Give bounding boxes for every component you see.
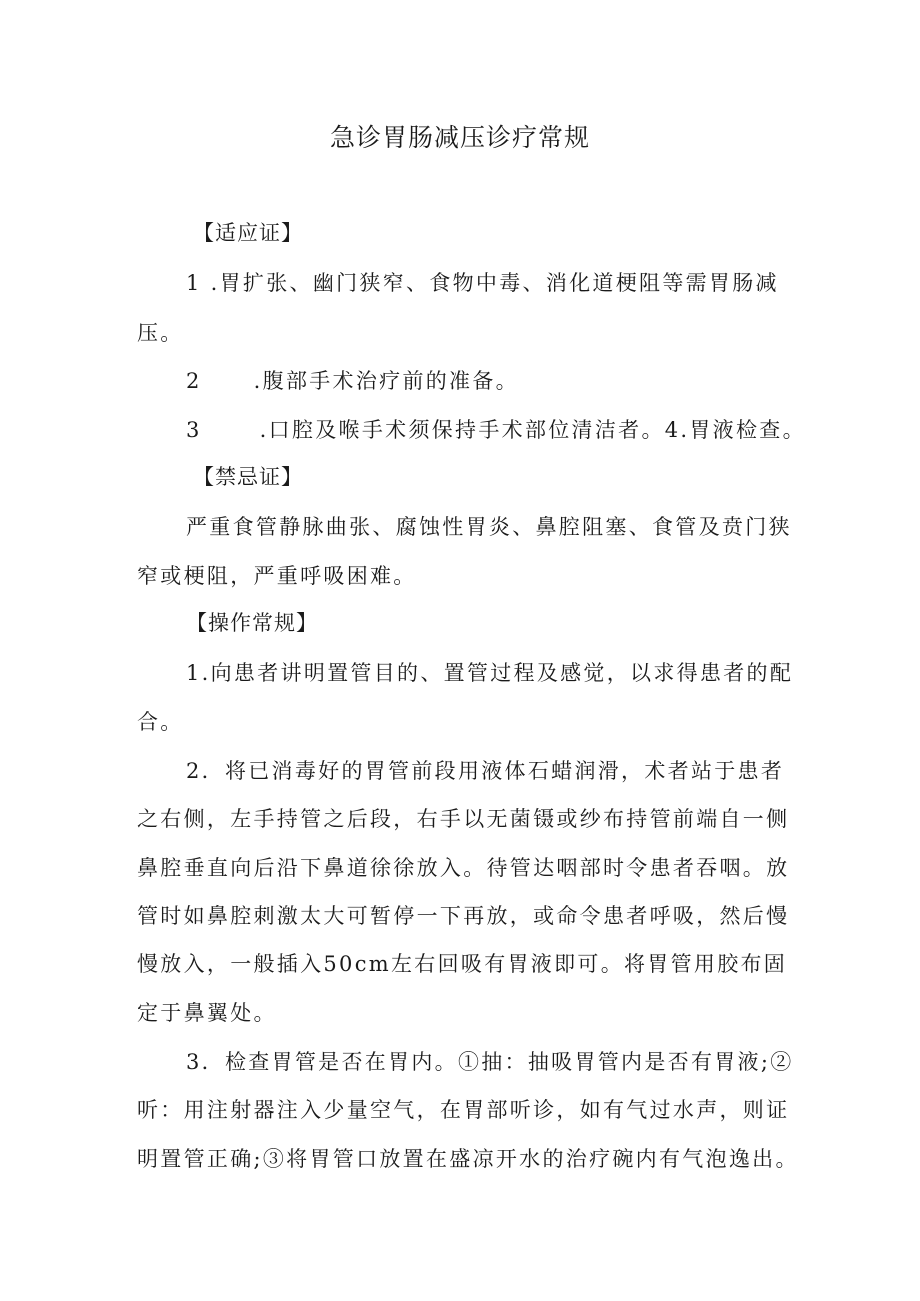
item-text: .口腔及喉手术须保持手术部位清洁者。4.胃液检查。 [259, 418, 806, 442]
item-text: .腹部手术治疗前的准备。 [253, 369, 519, 393]
section-heading-contraindications: 【禁忌证】 [193, 465, 303, 489]
item-number: 3 [186, 418, 202, 442]
procedure-step-2-line-3: 鼻腔垂直向后沿下鼻道徐徐放入。待管达咽部时令患者吞咽。放 [137, 856, 790, 880]
procedure-step-1-continued: 合。 [137, 710, 184, 734]
contraindication-text: 严重食管静脉曲张、腐蚀性胃炎、鼻腔阻塞、食管及贲门狭 [186, 515, 792, 539]
item-text: .胃扩张、幽门狭窄、食物中毒、消化道梗阻等需胃肠减 [210, 271, 779, 295]
procedure-step-2-line-6: 定于鼻翼处。 [137, 1001, 277, 1025]
section-heading-indications: 【适应证】 [193, 221, 303, 245]
procedure-step-3-line-2: 听：用注射器注入少量空气，在胃部听诊，如有气过水声，则证 [137, 1098, 790, 1122]
procedure-step-2-line-2: 之右侧，左手持管之后段，右手以无菌镊或纱布持管前端自一侧 [137, 807, 790, 831]
section-heading-procedure: 【操作常规】 [186, 611, 318, 635]
item-number: 2 [186, 369, 202, 393]
indication-item-1 [186, 266, 779, 300]
procedure-step-2: 2．将已消毒好的胃管前段用液体石蜡润滑，术者站于患者 [186, 759, 785, 783]
indication-item-3 [186, 413, 806, 447]
indication-item-2 [186, 364, 519, 398]
procedure-step-3: 3．检查胃管是否在胃内。①抽：抽吸胃管内是否有胃液;② [186, 1050, 794, 1074]
procedure-step-1: 1.向患者讲明置管目的、置管过程及感觉，以求得患者的配 [186, 661, 794, 685]
procedure-step-2-line-4: 管时如鼻腔刺激太大可暂停一下再放，或命令患者呼吸，然后慢 [137, 904, 790, 928]
contraindication-text-continued: 窄或梗阻，严重呼吸困难。 [137, 564, 417, 588]
indication-item-1-continued: 压。 [137, 321, 184, 345]
procedure-step-3-line-3: 明置管正确;③将胃管口放置在盛凉开水的治疗碗内有气泡逸出。 [137, 1147, 799, 1171]
procedure-step-2-line-5: 慢放入，一般插入50cm左右回吸有胃液即可。将胃管用胶布固 [137, 952, 788, 976]
document-title: 急诊胃肠减压诊疗常规 [329, 123, 590, 152]
item-number: 1 [186, 271, 202, 295]
